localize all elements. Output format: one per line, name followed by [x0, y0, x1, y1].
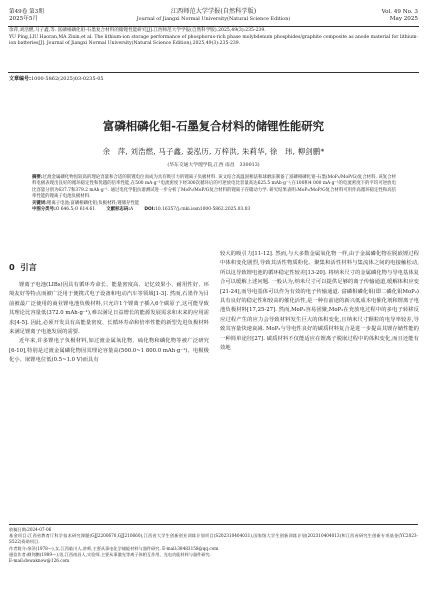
footnote-rule [9, 524, 418, 525]
abstract-label: 摘要: [32, 175, 43, 180]
affiliation: (华东交通大学理学院,江西 南昌 330013) [167, 163, 260, 168]
header-rule [8, 26, 419, 27]
doi-label: DOI: [144, 207, 156, 213]
body-paragraph: 较大的吸引力[11-12]. 然而,与大多数金属氧化物一样,由于金属磷化物在脱嵌锂过程中体积变化剧烈,导致其活性物质粉化、聚集和活性材料与集流体之间的电接触松动,所以这导致锂电池的循环稳定性较差[13-20]. 将纳米尺寸的金属磷化物与导电基体复合可以缓解上述问题. 一般认为,纳米尺寸可以提供足够的离子传输通道,缓解体积应变[21-24],而导电基体可以作为有效的电子传输通道. 富磷相磷化钼(即二磷化钼MoP₂)具有良好的稳定性和较高的催化活性,是一种有前途的新兴低成本电催化剂和锂离子电池负极材料[17,25-27]. 然而,MoP₂容易团聚,MoP₂在充放电过程中的多电子转移反应过程产生的应力会导致材料发生巨大的体积变化,且纳米尺寸颗粒的电导率较差,导致其容量快速衰减. MoP₂与导电性良好的碳质材料复合是进一步提高其锂存储性能的一种简单途径[27]. 碳质材料不仅能适应在锂离子脱嵌过程中的体积变化,而且还能有效地 [220, 251, 419, 352]
date-cn: 2025年5月 [9, 16, 38, 22]
abstract-text: 过渡金属磷化物因较高的理论容量和合适的嵌锂电位而成为具有吸引力的锂离子负极材料. 该文结合高温固相法和球磨法制备了富磷相磷化钼-石墨(MoP₂/MoP/G)复合材料. 该复合材料电极表现出良好的循环稳定性和优越的倍率性能,在500 mA·g⁻¹电流密度下经300次循环后的可逆放电比容量高达625.5 mAh·g⁻¹;在100和4 000 mA·g⁻¹的电流密度下的平均可逆放电比容量分别为637.7和379.2 mAh·g⁻¹. 通过电化学阻抗谱测试进一步分析了MoP₂/MoP/G复合材料的锂离子存储动力学. 研究结果表明:MoP₂/MoP/G复合材料可用作高循环稳定性和高倍率性能的锂离子电池负极材料. [32, 175, 396, 200]
paper-title: 富磷相磷化钼-石墨复合材料的储锂性能研究 [102, 119, 325, 133]
header-center [120, 8, 307, 23]
footnote-received: 收稿日期:2024-07-06 [9, 527, 52, 532]
left-body [9, 281, 209, 366]
footnote-email: E-mail:dowaknow@126.com [9, 558, 70, 564]
doc-code-label: 文献标志码: [106, 207, 131, 213]
header-left [9, 9, 129, 23]
article-number-label: 文章编号: [9, 76, 31, 82]
journal-name-en: Journal of Jiangxi Normal University(Natural Science Edition) [136, 16, 291, 22]
section-heading [9, 261, 209, 273]
section-title: 引言 [20, 262, 37, 272]
left-column [9, 250, 209, 366]
keywords-label: 关键词: [32, 200, 47, 206]
header-right [318, 9, 418, 23]
citation-en: YU Ping,LIU Haoran,MA Zixin,et al. The lithium-ion storage performance of phosphorus-rich phase molybdenum phosphides/graphite composite as anode material for lithium-ion batteries[J]. Journal of Jiangxi Normal University(Natural Science Edition),2025,49(3):235-239. [9, 35, 418, 46]
keywords-text: 锂离子电池;富磷相磷化钼;负极材料;锂储存性能 [46, 200, 140, 206]
body-paragraph: 锂离子电池(LIBs)因具有循环寿命长、能量密度高、记忆效果小、耐用性好、环境友好等特点而被广泛用于便携式电子设备和电动汽车等领域[1-3]. 然而,石墨作为目前被最广泛使用的商业锂电池负极材料,只允许1个锂离子插入6个碳原子,这可能导致其理论比容量低(372.0 mAh·g⁻¹),难以满足日益增长的能源发展需求和未来的应用需求[4-5]. 因此,必须开发具有高能量密度、长循环寿命和倍率性能的新型先进负极材料来满足锂离子电池发展的需要. [9, 282, 209, 336]
clc-value: O 646.5;O 614.61 [55, 207, 96, 213]
citation-cn: 余萍,刘浩燃,马子鑫,等. 富磷相磷化钼-石墨复合材料的储锂性能研究[J].江西师范大学学报(自然科学版),2025,49(3):235-239. [9, 28, 266, 33]
abstract-block [32, 175, 396, 213]
volume-cn: 第49卷 第3期 [9, 9, 44, 15]
abstract-paragraph [32, 175, 396, 201]
article-number-value: 1000-5862(2025)03-0235-05 [31, 76, 104, 82]
doi-value: 10.16357/j.cnki.issn1000-5862.2025.03.03 [155, 207, 251, 213]
footnotes [9, 527, 418, 564]
classification-line [32, 207, 396, 213]
citation-block [9, 28, 418, 47]
footnote-author-bio: 作者简介:余萍(1978—),女,江西临川人,讲师,主要从事电化学储能材料与器件研究. E-mail:38483158@qq.com [9, 545, 219, 551]
clc-label: 中图分类号: [32, 207, 56, 213]
authors: 余 萍, 刘浩燃, 马子鑫, 姜泓历, 万梓洪, 朱莉华, 徐 玮, 柳剑鹏* [102, 147, 325, 156]
citation-rule [8, 72, 419, 73]
journal-name-cn: 江西师范大学学报(自然科学版) [170, 8, 257, 15]
date-en: May 2025 [389, 16, 418, 22]
body-paragraph: 近年来,许多锂电子负极材料,如过渡金属氧化物、硫化物和磷化物等被广泛研究[6-10],特别是过渡金属磷化物因其理论容量高(500.0~1 800.0 mAh·g⁻¹)、电极极化小、嵌锂电位低(0.5~1.0 V)而具有 [9, 338, 209, 364]
footnote-corresponding: 通信作者:柳剑鹏(1989—),男,江西南昌人,实验师,主要从事激光等离子体相互作用、光电功能材料与器件研究. [9, 551, 212, 557]
article-number [9, 76, 104, 83]
footnote-funding: 基金项目:江西省教育厅科学技术研究课题(GJJ2200670,GJJ210660),江西省大学生创新创业训练计划项目(S202310404031),国家级大学生创新训练计划(202310404013)和江西省研究生创新专项基金(YC2023-S522)资助项目. [9, 533, 418, 545]
right-column [220, 250, 419, 353]
volume-en: Vol. 49 No. 3 [381, 9, 418, 15]
section-number: 0 [9, 262, 15, 272]
doc-code-value: A [130, 207, 134, 213]
